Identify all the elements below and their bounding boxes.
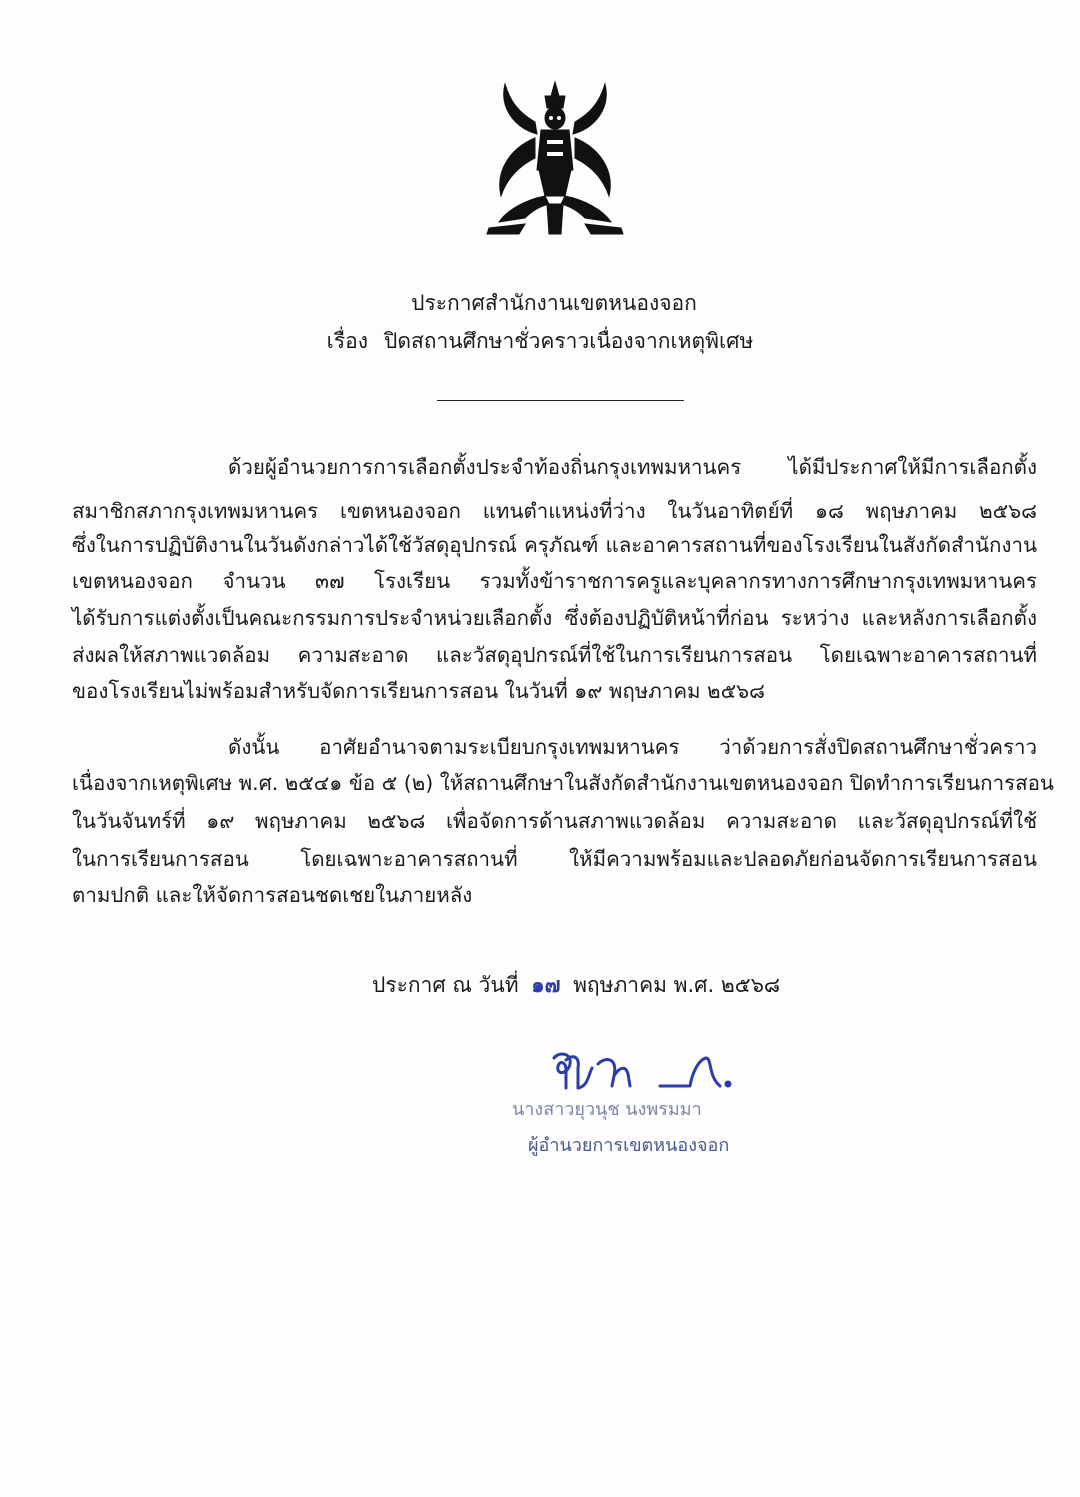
handwritten-signature-icon <box>548 1046 748 1096</box>
paragraph2-line: ดังนั้น อาศัยอำนาจตามระเบียบกรุงเทพมหานคร ว่าด้วยการสั่งปิดสถานศึกษาชั่วคราว <box>228 735 1037 759</box>
date-day: ๑๗ <box>531 973 561 997</box>
paragraph2-line: เนื่องจากเหตุพิเศษ พ.ศ. ๒๕๔๑ ข้อ ๕ (๒) ให้สถานศึกษาในสังกัดสำนักงานเขตหนองจอก ปิดทำการเรียนการสอน <box>72 771 1054 795</box>
paragraph2-line: ในการเรียนการสอน โดยเฉพาะอาคารสถานที่ ให้มีความพร้อมและปลอดภัยก่อนจัดการเรียนการสอน <box>72 847 1037 871</box>
header-separator <box>437 400 684 401</box>
paragraph1-line: ได้รับการแต่งตั้งเป็นคณะกรรมการประจำหน่วยเลือกตั้ง ซึ่งต้องปฏิบัติหน้าที่ก่อน ระหว่าง และหลังการเลือกตั้ง <box>72 606 1037 630</box>
subject-text: ปิดสถานศึกษาชั่วคราวเนื่องจากเหตุพิเศษ <box>383 329 754 353</box>
announcement-title: ประกาศสำนักงานเขตหนองจอก <box>411 291 697 315</box>
paragraph1-line: ของโรงเรียนไม่พร้อมสำหรับจัดการเรียนการสอน ในวันที่ ๑๙ พฤษภาคม ๒๕๖๘ <box>72 679 765 703</box>
paragraph1-line: เขตหนองจอก จำนวน ๓๗ โรงเรียน รวมทั้งข้าราชการครูและบุคลากรทางการศึกษากรุงเทพมหานคร <box>72 569 1037 593</box>
date-prefix: ประกาศ ณ วันที่ <box>372 973 519 997</box>
signer-name: นางสาวยุวนุช นงพรมมา <box>512 1099 702 1120</box>
paragraph1-line: ส่งผลให้สภาพแวดล้อม ความสะอาด และวัสดุอุปกรณ์ที่ใช้ในการเรียนการสอน โดยเฉพาะอาคารสถานที่ <box>72 643 1037 667</box>
subject-label: เรื่อง <box>326 329 368 353</box>
paragraph1-line: ด้วยผู้อำนวยการการเลือกตั้งประจำท้องถิ่นกรุงเทพมหานคร ได้มีประกาศให้มีการเลือกตั้ง <box>228 455 1037 479</box>
paragraph1-line: สมาชิกสภากรุงเทพมหานคร เขตหนองจอก แทนตำแหน่งที่ว่าง ในวันอาทิตย์ที่ ๑๘ พฤษภาคม ๒๕๖๘ <box>72 499 1037 523</box>
garuda-emblem-icon <box>485 78 625 238</box>
announcement-date <box>372 970 780 1000</box>
date-suffix: พฤษภาคม พ.ศ. ๒๕๖๘ <box>573 973 781 997</box>
signer-position: ผู้อำนวยการเขตหนองจอก <box>528 1135 730 1156</box>
announcement-subject <box>0 326 1080 356</box>
paragraph1-line: ซึ่งในการปฏิบัติงานในวันดังกล่าวได้ใช้วัสดุอุปกรณ์ ครุภัณฑ์ และอาคารสถานที่ของโรงเรียนในสังกัดสำนักงาน <box>72 533 1037 557</box>
paragraph2-line: ตามปกติ และให้จัดการสอนชดเชยในภายหลัง <box>72 883 473 907</box>
paragraph2-line: ในวันจันทร์ที่ ๑๙ พฤษภาคม ๒๕๖๘ เพื่อจัดการด้านสภาพแวดล้อม ความสะอาด และวัสดุอุปกรณ์ที่ใช้ <box>72 809 1037 833</box>
